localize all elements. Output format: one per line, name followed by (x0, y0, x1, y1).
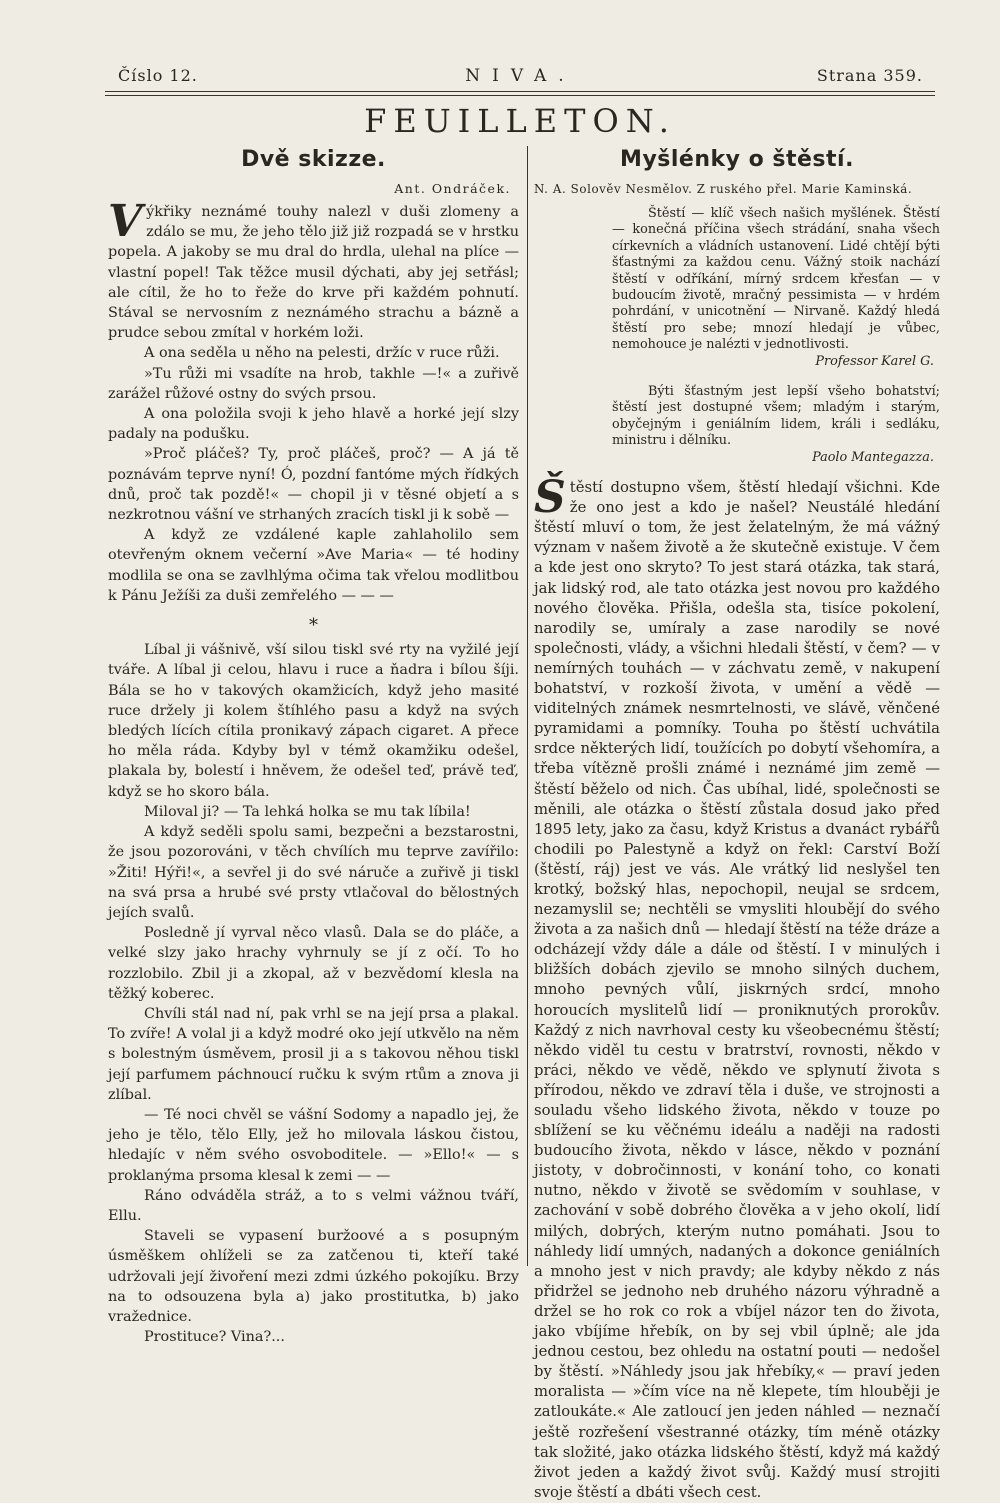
article-paragraph: — Té noci chvěl se vášní Sodomy a napadlo jej, že jeho je tělo, tělo Elly, jež ho milovala láskou čistou, hledajíc v něm svého osvoboditele. — »Ello!« — s proklanýma prsoma klesal k zemi — — (108, 1106, 519, 1184)
page-number: Strana 359. (816, 66, 923, 85)
article-paragraph: Štěstí dostupno všem, štěstí hledají všichni. Kde že ono jest a kdo je našel? Neustálé hledání štěstí mluví o tom, že jest želatelným, že má vážný význam v našem životě a že skutečně existuje. V čem a kde jest ono skryto? To jest stará otázka, tak stará, jak lidský rod, ale tato otázka jest novou pro každého nového člověka. Přišla, odešla sta, tisíce pokolení, narodily se, umíraly a zase narodily se nové společnosti, vlády, a všichni hledali štěstí, v čem? — v nemírných touhách — v záchvatu země, v nakupení bohatství, v rozkoší života, v umění a vědě — viditelných známek nesmrtelnosti, ve slávě, věnčené pyramidami a pomníky. Touha po štěstí uchvátila srdce některých lidí, toužících po dobytí všehomíra, a třeba vítězně prošli známé i neznámé jim země — štěstí běželo od nich. Čas ubíhal, lidé, společnosti se měnili, ale otázka o štěstí zůstala dosud jako před 1895 lety, jako za času, když Kristus a dvanáct rybářů chodili po Palestyně a když on řekl: Carství Boží (štěstí, ráj) jest ve vás. Ale vrátký lid neslyšel ten krotký, božský hlas, nepochopil, neujal se srdcem, nezamyslil se; nechtěli se vmysliti hloubějí do svého života a za našich dnů — hledají štěstí na téže dráze a odcházejí vždy dále a dále od štěstí. I v minulých i bližších dobách zjevilo se mnoho silných duchem, mnoho pevných vůlí, jiskrných srdcí, mnoho horoucích myslitelů lidí — proniknutých prorokův. Každý z nich navrhoval cesty ku všeobecnému štěstí; někdo viděl tu cestu v bratrství, rovnosti, někdo v práci, někdo ve vědě, někdo ve splynutí života s přírodou, někdo ve zdraví těla i duše, ve strojnosti a souladu všeho lidského života, někdo v touze po sblížení se ku věčnému ideálu a naději na radosti budoucího života, někdo v lásce, někdo v poznání jistoty, v dobročinnosti, v konání toho, co konati nutno, někdo v životě se svědomím v souhlase, v zachování v sobě dobrého člověka a v jeho okolí, lidí milých, dobrých, kterým nutno pomáhati. Jsou to náhledy lidí umných, nadaných a dokonce geniálních a mnoho jest v nich pravdy; ale kdyby někdo z nás přidržel se jednoho neb druhého názoru výhradně a držel se ho rok co rok a vbíjel názor ten do života, jako vbíjíme hřebík, on by sej vbil úplně; ale jda jednou cestou, bez ohledu na ostatní pouti — nedošel by štěstí. »Náhledy jsou jak hřebíky,« — praví jeden moralista — »čím více na ně klepete, tím hlouběji je zatloukáte.« Ale zatloucí jen jeden náhled — neznačí ještě rozřešení všestranné otázky, tím méně otázky tak složité, jako otázka lidského štěstí, když má každý život jeden a každý život svůj. Každý musí strojiti svoje štěstí a dbáti všech cest. (534, 472, 940, 1501)
article-paragraph: Staveli se vypasení buržoové a s posupným úsměškem ohlíželi se za zatčenou ti, kteří také udržovali její živoření mezi zdmi úzkého pokojíku. Brzy na to odsouzena byla a) jako prostitutka, b) jako vražednice. (108, 1228, 519, 1325)
epigraph (612, 384, 940, 466)
drop-cap: V (108, 196, 143, 247)
article-paragraph: A když seděli spolu sami, bezpečni a bezstarostni, že jsou pozorováni, v těch chvílích mu teprve zavířilo: »Žiti! Hýři!«, a sevřel ji do své náruče a zuřivě ji tiskl na svá prsa a hrubé své prsty vtlačoval do bělostných jejích svalů. (108, 824, 519, 921)
right-column-article (534, 146, 940, 1503)
left-column-article (108, 146, 519, 1347)
article-paragraph: Líbal ji vášnivě, vší silou tiskl své rty na vyžilé její tváře. A líbal ji celou, hlavu i ruce a ňadra i bílou šíji. Bála se ho v takových okamžicích, když jeho masité ruce držely ji kolem štíhlého pasu a když na svých bledých lících cítila pronikavý zápach cigaret. A přece ho měla ráda. Kdyby byl v témž okamžiku odešel, plakala by, bolestí i hněvem, že odešel teď, právě teď, když se ho skoro bála. (108, 642, 519, 800)
article-author: Ant. Ondráček. (394, 181, 511, 196)
article-paragraph: Posledně jí vyrval něco vlasů. Dala se do pláče, a velké slzy jako hrachy vyhrnuly se jí z očí. To ho rozzlobilo. Zbil ji a zkopal, až v bezvědomí klesla na těžký koberec. (108, 925, 519, 1002)
article-paragraph: A ona položila svoji k jeho hlavě a horké její slzy padaly na podušku. (108, 406, 519, 443)
article-paragraph: »Proč pláčeš? Ty, proč pláčeš, proč? — A já tě poznávám teprve nyní! Ó, pozdní fantóme mých řídkých dnů, proč tak pozdě!« — chopil ji v těsné objetí a s nezkrotnou vášní ve strhaných zracích tiskl ji k sobě — (108, 446, 519, 524)
article-title: Dvě skizze. (241, 147, 386, 172)
article-paragraph: A ona seděla u něho na pelesti, držíc v ruce růži. (144, 345, 500, 362)
article-paragraph: Miloval ji? — Ta lehká holka se mu tak líbila! (144, 803, 471, 820)
drop-cap: Š (534, 472, 566, 524)
article-paragraph: Chvíli stál nad ní, pak vrhl se na její prsa a plakal. To zvíře! A volal ji a když modré oko její utkvělo na něm s bolestným úsměvem, prosil ji a s takovou něhou tiskl její parfumem páchnoucí ručku k svým rtům a znova ji zlíbal. (108, 1005, 519, 1103)
journal-title: NIVA. (465, 66, 576, 86)
issue-number: Číslo 12. (118, 66, 198, 85)
article-paragraph: A když ze vzdálené kaple zahlaholilo sem otevřeným oknem večerní »Ave Maria« — té hodiny modlila se ona se zavlhlýma očima tak vřelou modlitbou k Pánu Ježíši za duši zemřelého — — — (108, 527, 519, 604)
column-divider (527, 146, 528, 1266)
article-title: Myšlénky o štěstí. (620, 147, 854, 172)
article-paragraph: Ráno odváděla stráž, a to s velmi vážnou tváří, Ellu. (108, 1187, 519, 1224)
epigraph-attribution: Paolo Mantegazza. (812, 449, 934, 465)
section-separator: * (309, 615, 318, 637)
header-rule-double (105, 95, 935, 96)
article-author: N. A. Solověv Nesmělov. Z ruského přel. Marie Kaminská. (534, 182, 913, 196)
running-head (118, 66, 923, 88)
article-paragraph: Prostituce? Vina?... (144, 1329, 285, 1346)
article-paragraph: »Tu růži mi vsadíte na hrob, takhle —!« a zuřivě zarážel růžové ostny do svých prsou. (108, 365, 519, 402)
epigraph (612, 206, 940, 370)
epigraph-text: Býti šťastným jest lepší všeho bohatství; štěstí jest dostupné všem; mladým i starým, obyčejným i geniálním lidem, králi i sedláku, ministru i dělníku. (612, 384, 940, 449)
epigraph-attribution: Professor Karel G. (815, 353, 934, 369)
epigraph-text: Štěstí — klíč všech našich myšlének. Štěstí — konečná příčina všech strádání, snaha všech církevních a vládních ustanovení. Lidé chtějí býti šťastnými za každou cenu. Vážný stoik nachází štěstí v odříkání, mírný srdcem křesťan — v budoucím životě, mračný pessimista — v hrdém pohrdání, v unicotnění — Nirvaně. Každý hledá štěstí pro sebe; mnozí hledají je vůbec, nemohouce je nalézti v jednotlivosti. (612, 206, 940, 353)
article-paragraph: Výkřiky neznámé touhy nalezl v duši zlomeny a zdálo se mu, že jeho tělo již již rozpadá se v hrstku popela. A jakoby se mu dral do hrdla, ulehal na plíce — vlastní popel! Tak těžce musil dýchati, aby jej setřásl; ale cítil, že ho to řeže do krve při každém pohnutí. Stával se nervosním z neznámého strachu a bázně a prudce sebou zmítal v horkém loži. (108, 196, 519, 342)
section-title: FEUILLETON. (364, 102, 676, 140)
header-rule (105, 91, 935, 92)
